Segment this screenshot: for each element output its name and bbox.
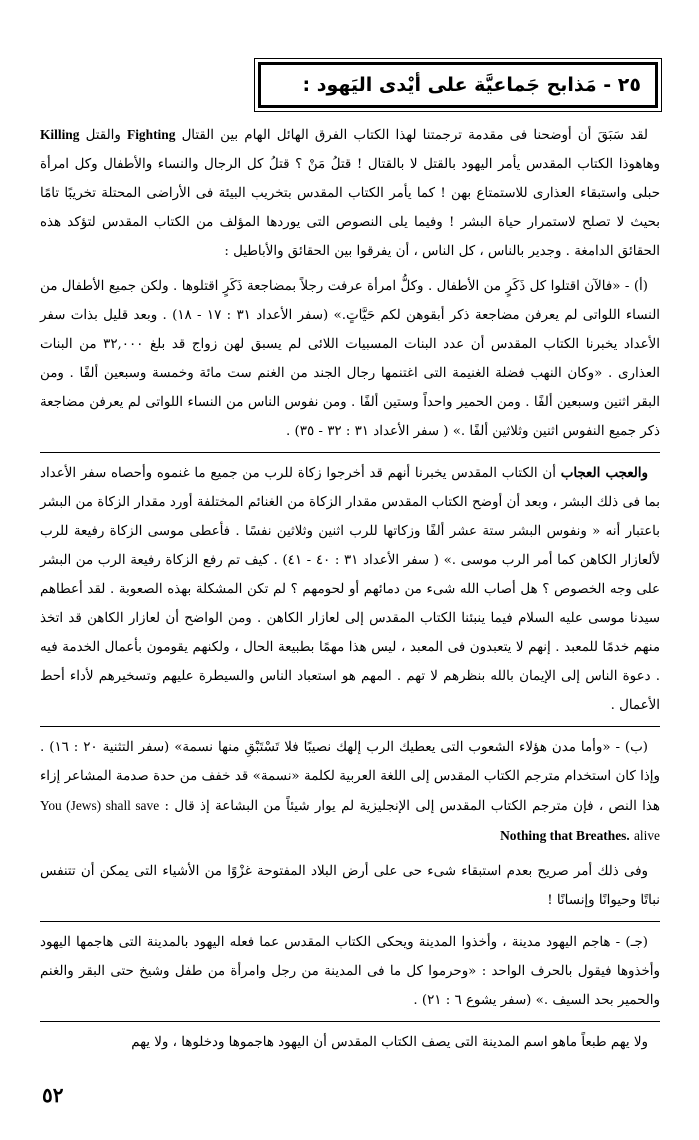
page-number: ٥٢ <box>42 1083 64 1107</box>
paragraph-b-continued: وفى ذلك أمر صريح بعدم استبقاء شىء حى على أرض البلاد المفتوحة غزْوًا من الأشياء التى يمكن أن تتنفس نباتًا وحيوانًا وإنسانًا ! <box>40 864 660 908</box>
intro-text-2: والقتل <box>85 128 121 143</box>
paragraph-c: (جـ) - هاجم اليهود مدينة ، وأخذوا المدينة ويحكى الكتاب المقدس عما فعله اليهود بالمدينة التى هاجمها اليهود وأخذوها فيقول بالحرف الواحد : «وحرموا كل ما فى المدينة من رجل وامرأة من طفل وشيخ حتى البقر والغنم والحمير بحد السيف .» (سفر يشوع ٦ : ٢١) . <box>40 935 660 1008</box>
wonder-text: أن الكتاب المقدس يخبرنا أنهم قد أخرجوا زكاة للرب من جميع ما غنموه وأحصاه سفر الأعداد بما فى ذلك البشر ، وبعد أن أوضح الكتاب المقدس مقدار الزكاة من الغنائم المختلفة أورد مقدار الزكاة من البشر باعتبار أنه « ونفوس البشر ستة عشر ألفًا وزكاتها للرب اثنين وثلاثين نفسًا . فأعطى موسى الزكاة رفيعة للرب لألعازار الكاهن كما أمر الرب موسى .» ( سفر الأعداد ٣١ : ٤٠ - ٤١) . كيف تم رفع الزكاة رفيعة الرب من البشر على وجه الخصوص ؟ هل أصاب الله شىء من دمائهم أو لحومهم ؟ لم تكن المشكلة بهذه الصعوبة . لقد أعطاهم سيدنا موسى عليه السلام فيما ينبئنا الكتاب المقدس إلى لعازار الكاهن . ومن الواضح أن لعازار الكاهن قد اتخذ منهم خدمًا للمعبد . إنهم لا يتعبدون فى المعبد ، ليس هذا مهمًا بطبيعة الحال ، ولكنهم يقومون بأعمال الخدمة فيه . دعوة الناس إلى الإيمان بالله بنظرهم لا تهم . المهم هو استعباد الناس والسيطرة عليهم وتسخيرهم لأداء أحط الأعمال . <box>40 466 660 713</box>
intro-term-killing: Killing <box>40 127 80 142</box>
paragraph-b <box>40 733 660 851</box>
separator-rule-1 <box>40 452 660 453</box>
wonder-lead: والعجب العجاب <box>560 465 648 481</box>
intro-text-3: وهاهوذا الكتاب المقدس يأمر اليهود بالقتل لا بالقتال ! قتلُ مَنْ ؟ قتلُ كل الرجال والنساء والأطفال وكل امرأة حبلى واستبقاء العذارى للاستمتاع بهن ! كما يأمر الكتاب المقدس بتخريب البيئة فى الأراضى المحتلة تخريبًا تامًا بحيث لا تصلح لاستمرار حياة البشر ! وفيما يلى النصوص التى يوردها المؤلف من الكتاب المقدس لتؤكد هذه الحقائق الدامغة . وجدير بالناس ، كل الناس ، أن يفرقوا بين الحقائق والأباطيل : <box>40 157 660 259</box>
paragraph-a: (أ) - «فالآن اقتلوا كل ذَكَرٍ من الأطفال . وكلُّ امرأة عرفت رجلاً بمضاجعة ذَكَرٍ اقتلوها . ولكن جميع الأطفال من النساء اللواتى لم يعرفن مضاجعة ذكر أبقوهن لكم حَيَّاتٍ.» (سفر الأعداد ٣١ : ١٧ - ١٨) . وبعد قليل بذات سفر الأعداد يخبرنا الكتاب المقدس أن عدد البنات المسبيات اللائى لم يسبق لهن زواج قد بلغ ٣٢,٠٠٠ من البنات العذارى . «وكان النهب فضلة الغنيمة التى اغتنمها رجال الجند من الغنم ست مائة وخمسة وسبعين ألفًا . ومن البقر اثنين وسبعين ألفًا . ومن الحمير واحداً وستين ألفًا . ومن نفوس الناس من النساء اللواتى لم يعرفن مضاجعة ذكر جميع النفوس اثنين وثلاثين ألفًا .» ( سفر الأعداد ٣١ : ٣٢ - ٣٥) . <box>40 279 661 439</box>
separator-rule-3 <box>40 921 660 922</box>
para-b-english-b: Nothing that Breathes. <box>500 828 630 843</box>
section-title: ٢٥ - مَذابح جَماعيَّة على أيْدى اليَهود : <box>258 62 658 108</box>
paragraph-last: ولا يهم طبعاً ماهو اسم المدينة التى يصف الكتاب المقدس أن اليهود هاجموها ودخلوها ، ولا يهم <box>131 1035 648 1050</box>
body-text <box>40 120 660 1063</box>
intro-paragraph <box>40 120 660 266</box>
separator-rule-2 <box>40 726 660 727</box>
separator-rule-4 <box>40 1021 660 1022</box>
intro-text-1: لقد سَبَقَ أن أوضحنا فى مقدمة ترجمتنا لهذا الكتاب الفرق الهائل الهام بين القتال <box>181 128 648 143</box>
intro-term-fighting: Fighting <box>127 127 176 142</box>
para-b-english-a: You (Jews) shall save alive <box>40 798 660 843</box>
para-b-text-1: (ب) - «وأما مدن هؤلاء الشعوب التى يعطيك الرب إلهك نصيبًا فلا تَسْتَبْقِ منها نسمة» (سفر التثنية ٢٠ : ١٦) . وإذا كان استخدام مترجم الكتاب المقدس إلى اللغة العربية لكلمة «نسمة» قد خفف من حدة صدمة المشاعر إزاء هذا النص ، فإن مترجم الكتاب المقدس إلى الإنجليزية لم يوار شيئاً من البشاعة إذ قال : <box>40 740 660 814</box>
paragraph-wonder <box>40 459 660 720</box>
